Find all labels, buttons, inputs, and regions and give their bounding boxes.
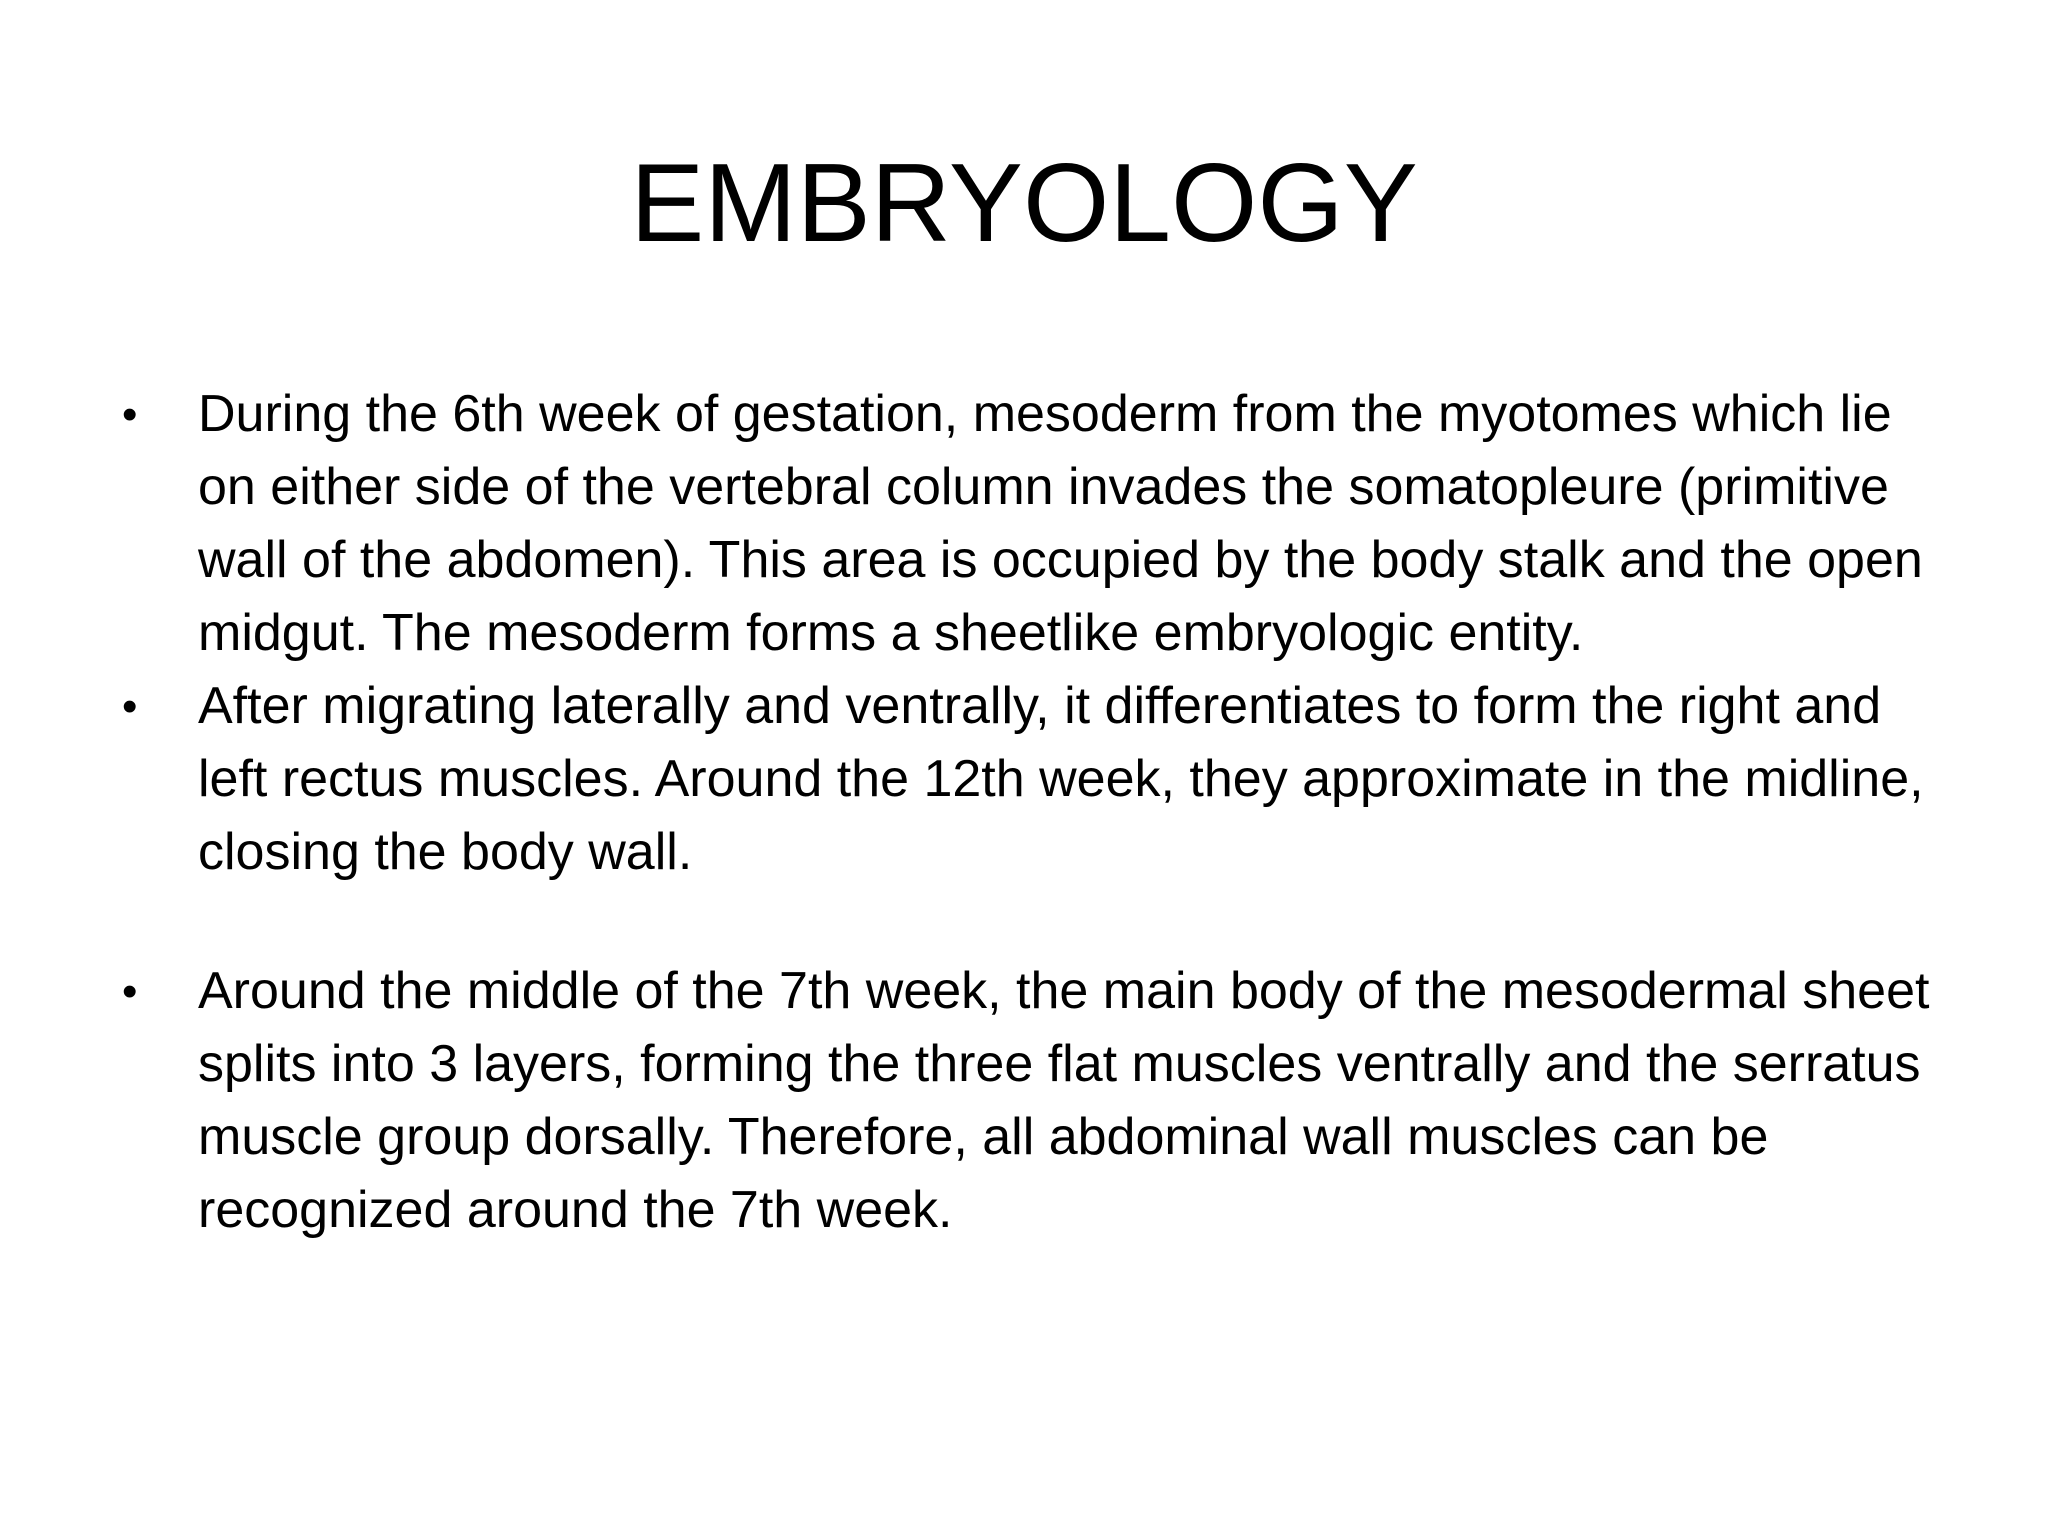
bullet-list bbox=[112, 378, 1952, 1247]
bullet-item bbox=[112, 670, 1952, 889]
bullet-dot-icon: • bbox=[122, 682, 138, 731]
bullet-text: During the 6th week of gestation, mesoderm from the myotomes which lie on either side of the vertebral column invades the somatopleure (primitive wall of the abdomen). This area is occupied by the body stalk and the open midgut. The mesoderm forms a sheetlike embryologic entity. bbox=[198, 385, 1923, 662]
slide-title: EMBRYOLOGY bbox=[630, 141, 1418, 265]
bullet-dot-icon: • bbox=[122, 967, 138, 1016]
bullet-item bbox=[112, 378, 1952, 670]
bullet-text: Around the middle of the 7th week, the main body of the mesodermal sheet splits into 3 layers, forming the three flat muscles ventrally and the serratus muscle group dorsally. Therefore, all abdominal wall muscles can be recognized around the 7th week. bbox=[198, 962, 1930, 1239]
bullet-dot-icon: • bbox=[122, 390, 138, 439]
bullet-item bbox=[112, 955, 1952, 1247]
bullet-text: After migrating laterally and ventrally, it differentiates to form the right and left rectus muscles. Around the 12th week, they approximate in the midline, closing the body wall. bbox=[198, 677, 1924, 881]
